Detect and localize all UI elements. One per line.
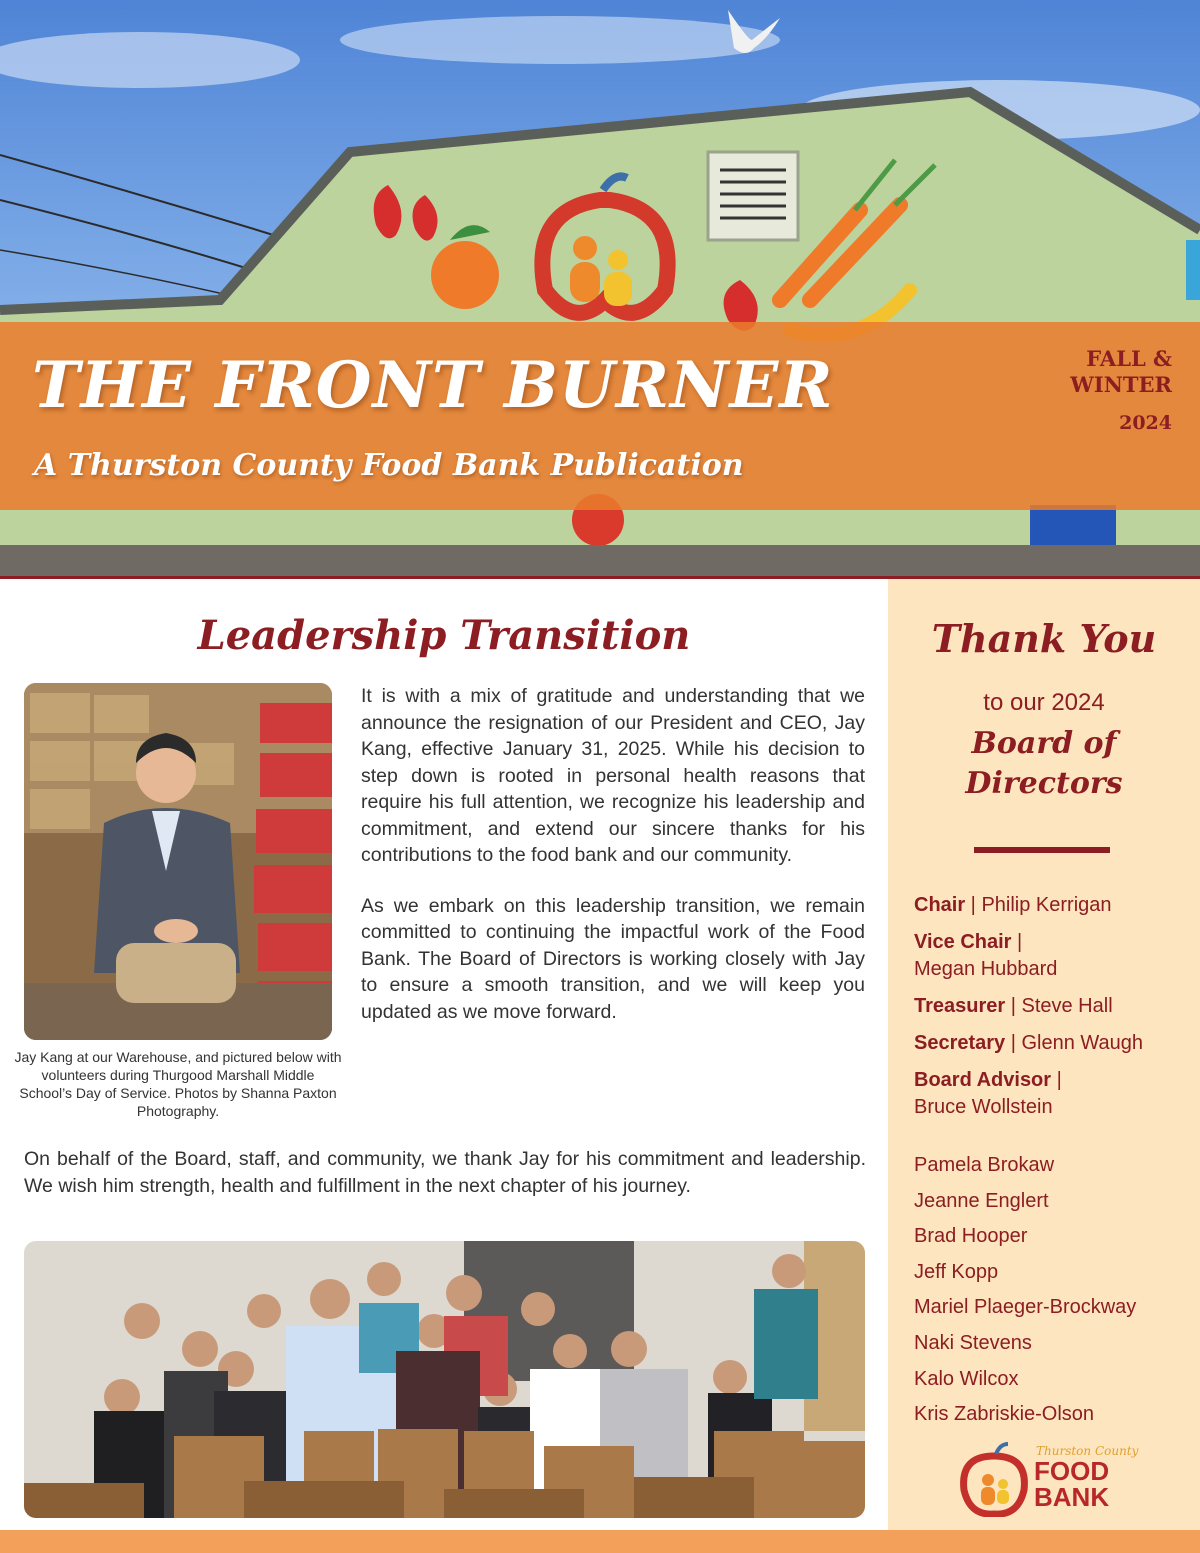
- article-paragraph-2: As we embark on this leadership transition, we remain committed to continuing the impactful work of the Food Bank. The Board of Directors is working closely with Jay to ensure a smooth transition, and we will keep you updated as we move forward.: [361, 894, 865, 1023]
- board-member: Jeanne Englert: [914, 1189, 1049, 1212]
- officer-role: Chair: [914, 894, 966, 916]
- masthead-subtitle: A Thurston County Food Bank Publication: [34, 448, 744, 483]
- officer-chair: Chair | Philip Kerrigan: [914, 894, 1112, 916]
- issue-season-text: FALL & WINTER: [1070, 346, 1172, 397]
- sidebar-divider: [974, 847, 1110, 853]
- board-member: Mariel Plaeger-Brockway: [914, 1296, 1137, 1319]
- board-heading-line1: Board of: [971, 726, 1117, 761]
- officer-list: [914, 892, 1194, 1131]
- officer-name: Philip Kerrigan: [981, 894, 1112, 916]
- officer-treasurer: Treasurer | Steve Hall: [914, 995, 1113, 1017]
- portrait-caption: Jay Kang at our Warehouse, and pictured below with volunteers during Thurgood Marshall Middle School’s Day of Service. Photos by Shanna Paxton Photography.: [14, 1049, 342, 1119]
- issue-season: [1052, 346, 1172, 398]
- officer-vice-chair: Vice Chair | Megan Hubbard: [914, 931, 1058, 980]
- thank-you-subline: to our 2024: [983, 689, 1105, 716]
- officer-role: Treasurer: [914, 995, 1006, 1017]
- masthead-title: THE FRONT BURNER: [32, 348, 834, 423]
- thank-you-heading: Thank You: [931, 616, 1157, 661]
- portrait-illustration: [24, 683, 332, 1040]
- board-member: Pamela Brokaw: [914, 1154, 1055, 1176]
- group-photo-illustration: [24, 1241, 865, 1518]
- officer-name: Megan Hubbard: [914, 958, 1058, 980]
- article-paragraph-1: It is with a mix of gratitude and understanding that we announce the resignation of our President and CEO, Jay Kang, effective January 31, 2025. While his decision to step down is rooted in personal health reasons that require his full attention, we recognize his leadership and commitment, and extend our sincere thanks for his contributions to the food bank and our community.: [361, 685, 865, 866]
- officer-role: Board Advisor: [914, 1069, 1052, 1091]
- issue-year: 2024: [1119, 412, 1172, 434]
- board-member: Brad Hooper: [914, 1225, 1028, 1248]
- volunteers-group-photo: [24, 1241, 865, 1518]
- officer-role: Secretary: [914, 1032, 1006, 1054]
- logo-script: Thurston County: [1036, 1444, 1139, 1458]
- board-heading-line2: Directors: [965, 766, 1123, 801]
- board-member-list: [914, 1148, 1194, 1433]
- officer-role: Vice Chair: [914, 931, 1012, 953]
- board-member: Naki Stevens: [914, 1331, 1032, 1354]
- board-member: Kalo Wilcox: [914, 1367, 1019, 1390]
- jay-kang-portrait-photo: [24, 683, 332, 1040]
- officer-name: Glenn Waugh: [1021, 1032, 1144, 1054]
- hero-banner: [0, 0, 1200, 576]
- board-heading: [888, 724, 1200, 804]
- officer-board-advisor: Board Advisor | Bruce Wollstein: [914, 1069, 1062, 1118]
- article-title: Leadership Transition: [197, 612, 691, 659]
- logo-line-bank: BANK: [1034, 1482, 1110, 1512]
- officer-name: Bruce Wollstein: [914, 1096, 1053, 1118]
- logo-line-food: FOOD: [1034, 1456, 1110, 1486]
- officer-name: Steve Hall: [1021, 995, 1113, 1017]
- board-member: Jeff Kopp: [914, 1260, 999, 1283]
- officer-secretary: Secretary | Glenn Waugh: [914, 1032, 1144, 1054]
- article-paragraph-3: On behalf of the Board, staff, and community, we thank Jay for his commitment and leadership. We wish him strength, health and fulfillment in the next chapter of his journey.: [24, 1148, 866, 1197]
- article-column: [361, 683, 865, 1049]
- food-bank-logo: [958, 1442, 1139, 1517]
- board-member: Kris Zabriskie-Olson: [914, 1403, 1095, 1426]
- footer-band: [0, 1530, 1200, 1553]
